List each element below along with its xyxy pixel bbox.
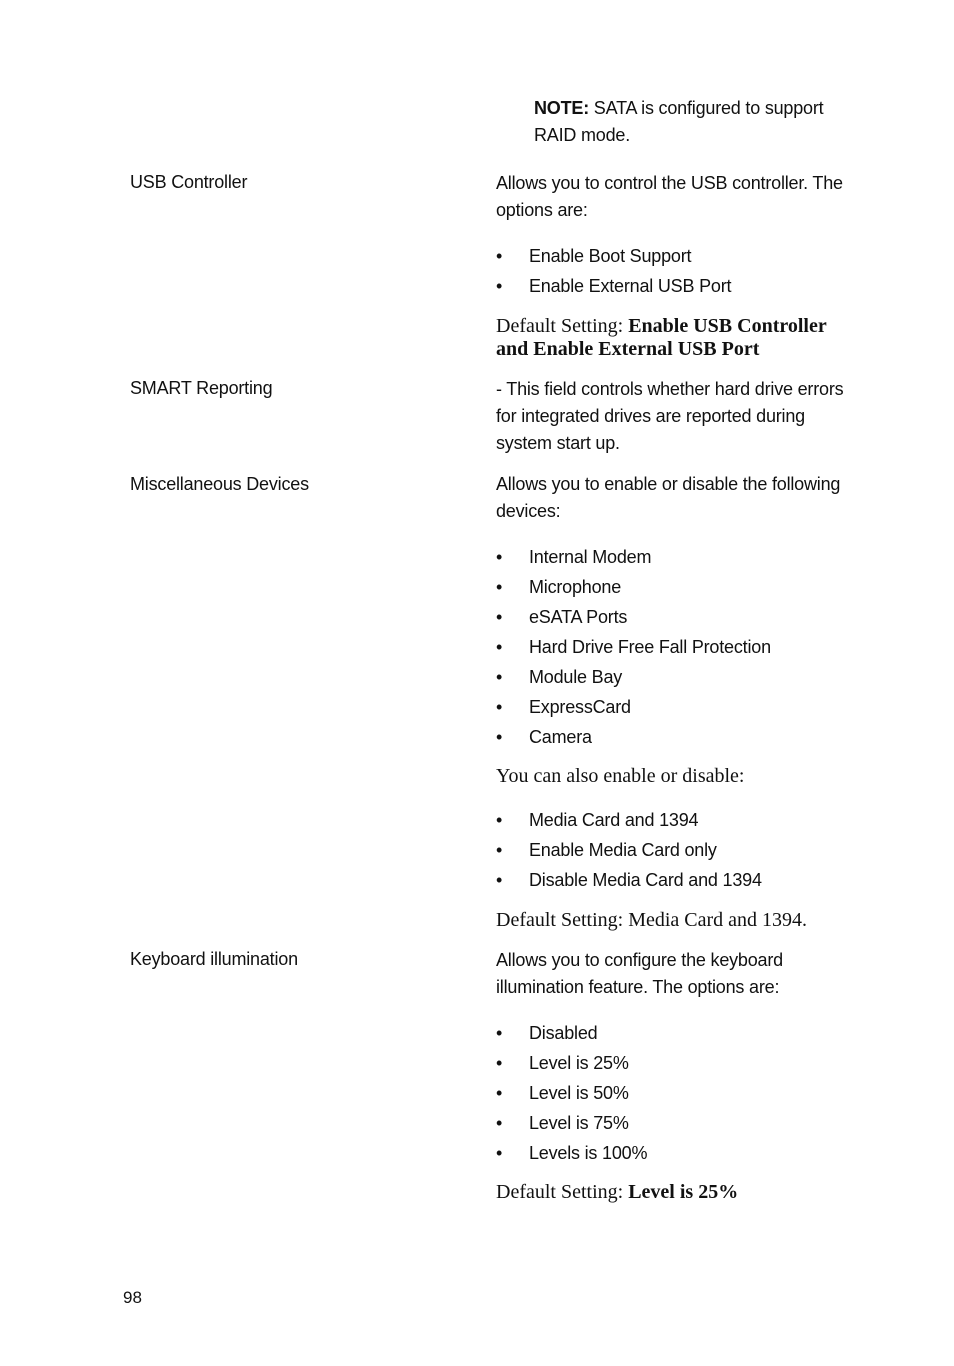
default-prefix: Default Setting:: [496, 315, 629, 337]
list-item: • Camera: [496, 722, 771, 752]
label-usb-controller: USB Controller: [130, 172, 248, 192]
misc-options2-list: [496, 805, 762, 895]
list-item: • ExpressCard: [496, 692, 771, 722]
default-prefix: Default Setting:: [496, 1181, 629, 1203]
list-item: • Microphone: [496, 572, 771, 602]
list-item: • Hard Drive Free Fall Protection: [496, 632, 771, 662]
default-value: Level is 25%: [628, 1181, 739, 1203]
default-miscellaneous-devices: Default Setting: Media Card and 1394.: [496, 909, 808, 931]
label-keyboard-illumination: Keyboard illumination: [130, 949, 298, 969]
desc-smart-reporting: - This field controls whether hard drive errors for integrated drives are reported during system start up.: [496, 379, 844, 453]
list-item: • Level is 75%: [496, 1108, 647, 1138]
list-item: • Media Card and 1394: [496, 805, 762, 835]
misc-also-text: You can also enable or disable:: [496, 765, 745, 787]
desc-miscellaneous-devices: Allows you to enable or disable the following devices:: [496, 474, 841, 521]
list-item: • Level is 25%: [496, 1048, 647, 1078]
usb-options-list: [496, 241, 731, 301]
desc-usb-controller: Allows you to control the USB controller. The options are:: [496, 173, 843, 220]
list-item: • Module Bay: [496, 662, 771, 692]
default-usb-controller: [496, 315, 856, 361]
label-smart-reporting: SMART Reporting: [130, 378, 273, 398]
list-item: • Enable External USB Port: [496, 271, 731, 301]
page-number: 98: [123, 1288, 142, 1307]
list-item: • eSATA Ports: [496, 602, 771, 632]
list-item: • Levels is 100%: [496, 1138, 647, 1168]
note: [534, 95, 854, 149]
label-miscellaneous-devices: Miscellaneous Devices: [130, 474, 309, 494]
list-item: • Internal Modem: [496, 542, 771, 572]
keyboard-options-list: [496, 1018, 647, 1168]
list-item: • Level is 50%: [496, 1078, 647, 1108]
default-value: Enable USB Controller and Enable External USB Port: [496, 315, 827, 360]
default-keyboard-illumination: [496, 1181, 856, 1204]
list-item: • Enable Boot Support: [496, 241, 731, 271]
desc-keyboard-illumination: Allows you to configure the keyboard illumination feature. The options are:: [496, 950, 783, 997]
list-item: • Enable Media Card only: [496, 835, 762, 865]
note-text: SATA is configured to support RAID mode.: [534, 98, 824, 145]
misc-options-list: [496, 542, 771, 752]
list-item: • Disabled: [496, 1018, 647, 1048]
list-item: • Disable Media Card and 1394: [496, 865, 762, 895]
note-prefix: NOTE:: [534, 98, 589, 118]
